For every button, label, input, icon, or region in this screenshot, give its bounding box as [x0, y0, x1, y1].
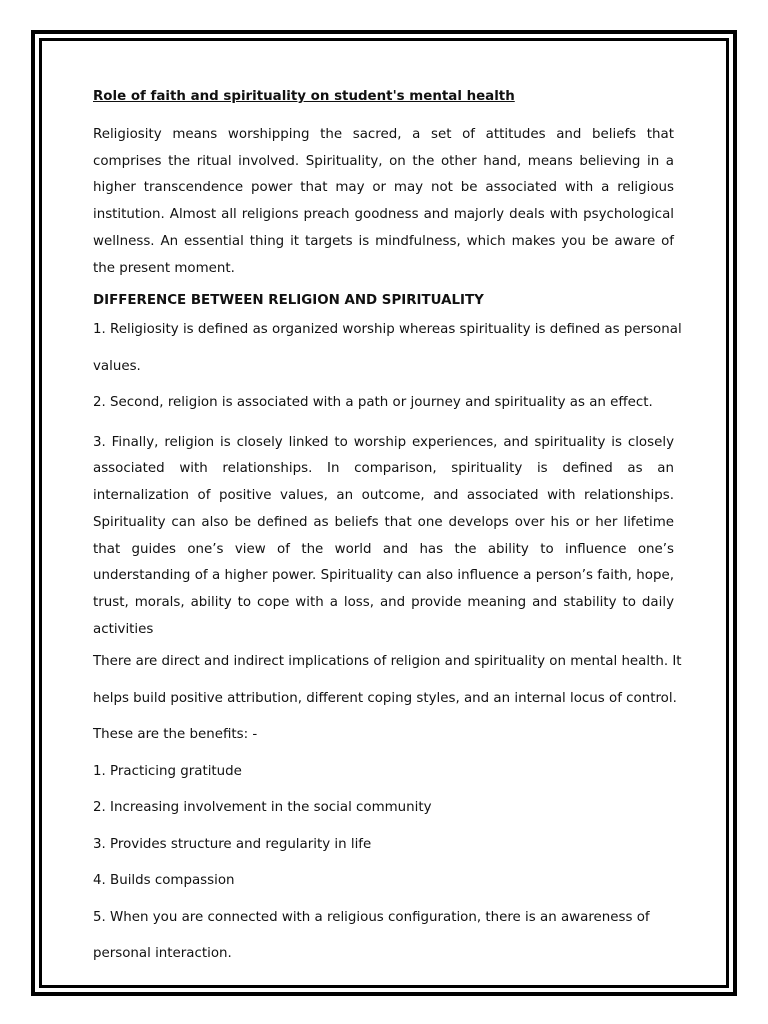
benefit-item-4: 4. Builds compassion	[93, 873, 235, 889]
benefits-intro: These are the benefits: -	[93, 727, 258, 743]
implications-line-1: There are direct and indirect implications of religion and spirituality on mental health. It	[93, 654, 682, 670]
benefit-item-5-line-1: 5. When you are connected with a religious configuration, there is an awareness of	[93, 909, 650, 925]
document-body	[93, 84, 682, 981]
difference-item-1-line-2: values.	[93, 358, 141, 374]
benefit-item-1: 1. Practicing gratitude	[93, 763, 242, 779]
difference-item-2: 2. Second, religion is associated with a path or journey and spirituality as an effect.	[93, 395, 653, 411]
benefit-item-2: 2. Increasing involvement in the social community	[93, 800, 432, 816]
section-heading: DIFFERENCE BETWEEN RELIGION AND SPIRITUALITY	[93, 293, 484, 309]
difference-item-3: 3. Finally, religion is closely linked to worship experiences, and spirituality is closely associated with relationships. In comparison, spirituality is defined as an internalization of positive values, an outcome, and associated with relationships. Spirituality can also be defined as beliefs that one develops over his or her lifetime that guides one’s view of the world and has the ability to influence one’s understanding of a higher power. Spirituality can also influence a person’s faith, hope, trust, morals, ability to cope with a loss, and provide meaning and stability to daily activities	[93, 434, 674, 637]
benefit-item-3: 3. Provides structure and regularity in life	[93, 836, 372, 852]
difference-item-1-line-1: 1. Religiosity is defined as organized worship whereas spirituality is defined as personal	[93, 322, 682, 338]
benefit-item-5-line-2: personal interaction.	[93, 946, 232, 962]
intro-paragraph: Religiosity means worshipping the sacred, a set of attitudes and beliefs that comprises the ritual involved. Spirituality, on the other hand, means believing in a higher transcendence power that may or may not be associated with a religious institution. Almost all religions preach goodness and majorly deals with psychological wellness. An essential thing it targets is mindfulness, which makes you be aware of the present moment.	[93, 127, 674, 276]
implications-line-2: helps build positive attribution, different coping styles, and an internal locus of control.	[93, 690, 677, 706]
document-title: Role of faith and spirituality on student's mental health	[93, 89, 515, 104]
